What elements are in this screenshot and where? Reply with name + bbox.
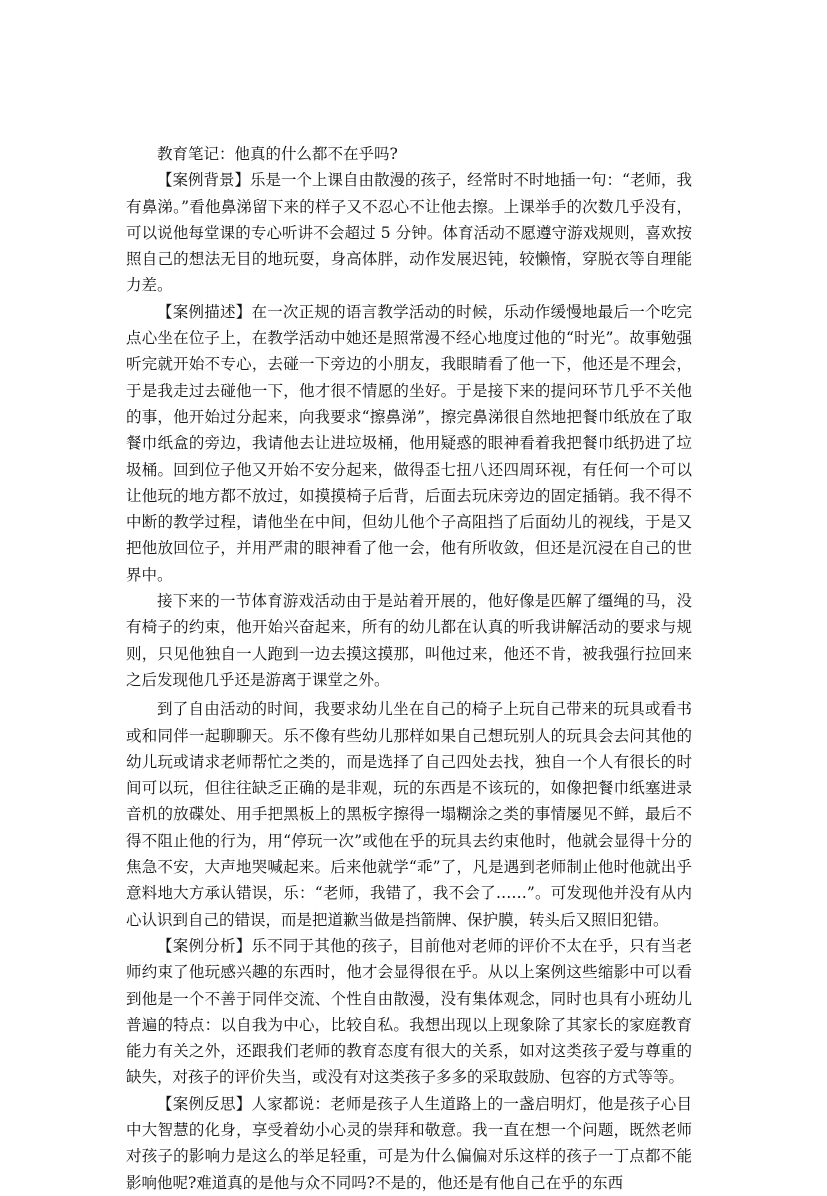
paragraph-sports-activity xyxy=(126,588,692,693)
paragraph-free-activity xyxy=(126,696,692,933)
paragraph-background xyxy=(126,167,692,298)
section-label-background: 【案例背景】 xyxy=(157,171,251,190)
paragraph-description xyxy=(126,299,692,588)
section-label-analysis: 【案例分析】 xyxy=(157,936,252,955)
paragraph-analysis xyxy=(126,933,692,1091)
paragraph-text: 乐不同于其他的孩子，目前他对老师的评价不太在乎，只有当老师约束了他玩感兴趣的东西时，他才会显得很在乎。从以上案例这些缩影中可以看到他是一个不善于同伴交流、个性自由散漫，没有集体观念，同时也具有小班幼儿普遍的特点：以自我为中心，比较自私。我想出现以上现象除了其家长的家庭教育能力有关之外，还跟我们老师的教育态度有很大的关系，如对这类孩子爱与尊重的缺失，对孩子的评价失当，或没有对这类孩子多多的采取鼓励、包容的方式等等。 xyxy=(126,936,692,1087)
paragraph-text: 乐是一个上课自由散漫的孩子，经常时不时地插一句：“老师，我有鼻涕。”看他鼻涕留下来的样子又不忍心不让他去擦。上课举手的次数几乎没有，可以说他每堂课的专心听讲不会超过 5 分钟。体育活动不愿遵守游戏规则，喜欢按照自己的想法无目的地玩耍，身高体胖，动作发展迟钝，较懒惰，穿脱衣等自理能力差。 xyxy=(126,171,692,295)
paragraph-text: 人家都说：老师是孩子人生道路上的一盏启明灯，他是孩子心目中大智慧的化身，享受着幼小心灵的崇拜和敬意。我一直在想一个问题，既然老师对孩子的影响力是这么的举足轻重，可是为什么偏偏对乐这样的孩子一丁点都不能影响他呢?难道真的是他与众不同吗?不是的，他还是有他自己在乎的东西 xyxy=(126,1094,692,1192)
paragraph-text: 接下来的一节体育游戏活动由于是站着开展的，他好像是匹解了缰绳的马，没有椅子的约束，他开始兴奋起来，所有的幼儿都在认真的听我讲解活动的要求与规则，只见他独自一人跑到一边去摸这摸那，叫他过来，他还不肯，被我强行拉回来之后发现他几乎还是游离于课堂之外。 xyxy=(126,592,692,689)
document-title: 教育笔记：他真的什么都不在乎吗? xyxy=(157,145,398,163)
paragraph-text: 到了自由活动的时间，我要求幼儿坐在自己的椅子上玩自己带来的玩具或看书或和同伴一起聊聊天。乐不像有些幼儿那样如果自己想玩别人的玩具会去问其他的幼儿玩或请求老师帮忙之类的，而是选择了自己四处去找，独自一个人有很长的时间可以玩，但往往缺乏正确的是非观，玩的东西是不该玩的，如像把餐巾纸塞进录音机的放碟处、用手把黑板上的黑板字擦得一塌糊涂之类的事情屡见不鲜，最后不得不阻止他的行为，用“停玩一次”或他在乎的玩具去约束他时，他就会显得十分的焦急不安，大声地哭喊起来。后来他就学“乖”了，凡是遇到老师制止他时他就出乎意料地大方承认错误，乐：“老师，我错了，我不会了……”。可发现他并没有从内心认识到自己的错误，而是把道歉当做是挡箭牌、保护膜，转头后又照旧犯错。 xyxy=(126,700,692,929)
document-page xyxy=(126,141,692,1196)
paragraph-text: 在一次正规的语言教学活动的时候，乐动作缓慢地最后一个吃完点心坐在位子上，在教学活动中她还是照常漫不经心地度过他的“时光”。故事勉强听完就开始不专心，去碰一下旁边的小朋友，我眼睛看了他一下，他还是不理会，于是我走过去碰他一下，他才很不情愿的坐好。于是接下来的提问环节几乎不关他的事，他开始过分起来，向我要求“擦鼻涕”，擦完鼻涕很自然地把餐巾纸放在了取餐巾纸盒的旁边，我请他去让进垃圾桶，他用疑惑的眼神看着我把餐巾纸扔进了垃圾桶。回到位子他又开始不安分起来，做得歪七扭八还四周环视，有任何一个可以让他玩的地方都不放过，如摸摸椅子后背，后面去玩床旁边的固定插销。我不得不中断的教学过程，请他坐在中间，但幼儿他个子高阻挡了后面幼儿的视线，于是又把他放回位子，并用严肃的眼神看了他一会，他有所收敛，但还是沉浸在自己的世界中。 xyxy=(126,302,692,584)
paragraph-reflection xyxy=(126,1091,692,1196)
section-label-reflection: 【案例反思】 xyxy=(157,1094,252,1113)
section-label-description: 【案例描述】 xyxy=(157,302,252,321)
